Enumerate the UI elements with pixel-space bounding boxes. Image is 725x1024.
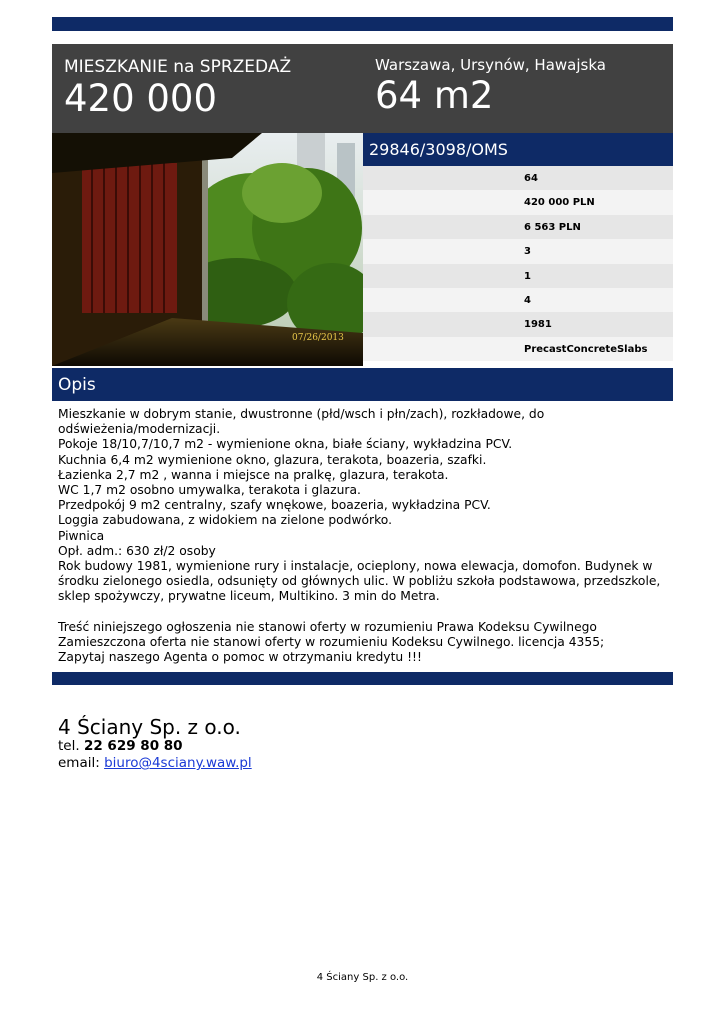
- detail-row: [363, 288, 673, 312]
- detail-row: [363, 264, 673, 288]
- header-left: [64, 56, 291, 119]
- top-accent-bar: [52, 17, 673, 31]
- detail-row: [363, 166, 673, 190]
- page-footer: 4 Ściany Sp. z o.o.: [316, 972, 409, 983]
- detail-value: 6 563 PLN: [524, 221, 581, 233]
- listing-price: 420 000: [64, 77, 218, 120]
- description-spacer: [58, 605, 668, 620]
- property-photo: [52, 133, 363, 366]
- description-line: Loggia zabudowana, z widokiem na zielone podwórko.: [58, 513, 392, 528]
- detail-value: 4: [524, 294, 531, 306]
- phone-number: 22 629 80 80: [83, 738, 183, 754]
- phone-label: tel.: [58, 738, 84, 754]
- detail-value: 420 000 PLN: [524, 197, 595, 209]
- header-right: [375, 55, 606, 116]
- detail-value: 3: [524, 246, 531, 258]
- bottom-accent-bar: [52, 672, 673, 685]
- description-header: [52, 368, 673, 401]
- listing-area: 64 m2: [375, 74, 494, 117]
- listing-id-bar: [363, 133, 673, 166]
- description-line: Pokoje 18/10,7/10,7 m2 - wymienione okna, białe ściany, wykładzina PCV.: [58, 437, 513, 452]
- contact-email-line: [58, 755, 252, 772]
- description-line: WC 1,7 m2 osobno umywalka, terakota i glazura.: [58, 483, 361, 498]
- description-line: Piwnica: [58, 528, 105, 543]
- description-line: Treść niniejszego ogłoszenia nie stanowi oferty w rozumieniu Prawa Kodeksu Cywilnego: [58, 619, 597, 634]
- detail-value: PrecastConcreteSlabs: [524, 343, 648, 355]
- detail-row: [363, 312, 673, 336]
- contact-phone-line: [58, 738, 183, 755]
- listing-location: Warszawa, Ursynów, Hawajska: [375, 56, 606, 74]
- description-line: Rok budowy 1981, wymienione rury i instalacje, ocieplony, nowa elewacja, domofon. Budynek w: [58, 559, 653, 574]
- email-link[interactable]: biuro@4sciany.waw.pl: [104, 755, 252, 771]
- detail-row: [363, 337, 673, 361]
- description-line: sklep spożywczy, prywatne liceum, Multikino. 3 min do Metra.: [58, 589, 440, 604]
- description-line: Opł. adm.: 630 zł/2 osoby: [58, 543, 216, 558]
- detail-value: 64: [524, 173, 538, 184]
- detail-value: 1981: [524, 319, 552, 331]
- detail-row: [363, 239, 673, 263]
- description-line: Mieszkanie w dobrym stanie, dwustronne (płd/wsch i płn/zach), rozkładowe, do: [58, 407, 545, 421]
- detail-row: [363, 215, 673, 239]
- description-line: środku zielonego osiedla, odsunięty od głównych ulic. W pobliżu szkoła podstawowa, przedszkole,: [58, 574, 661, 589]
- description-line: odświeżenia/modernizacji.: [58, 422, 221, 437]
- detail-row: [363, 190, 673, 214]
- loggia-photo-image: [52, 133, 363, 366]
- description-title: Opis: [58, 375, 96, 395]
- description-line: Przedpokój 9 m2 centralny, szafy wnękowe, boazeria, wykładzina PCV.: [58, 498, 491, 513]
- detail-value: 1: [524, 270, 531, 282]
- listing-type: MIESZKANIE na SPRZEDAŻ: [64, 57, 292, 77]
- description-line: Zapytaj naszego Agenta o pomoc w otrzymaniu kredytu !!!: [58, 650, 422, 665]
- description-line: Kuchnia 6,4 m2 wymienione okno, glazura, terakota, boazeria, szafki.: [58, 452, 487, 467]
- email-label: email:: [58, 755, 105, 771]
- company-name: 4 Ściany Sp. z o.o.: [58, 715, 241, 739]
- description-line: Zamieszczona oferta nie stanowi oferty w rozumieniu Kodeksu Cywilnego. licencja 4355;: [58, 635, 605, 650]
- listing-header: [52, 44, 673, 133]
- description-line: Łazienka 2,7 m2 , wanna i miejsce na pralkę, glazura, terakota.: [58, 467, 449, 482]
- photo-date-stamp: 07/26/2013: [292, 333, 344, 343]
- listing-details-table: [363, 166, 673, 361]
- description-body: [58, 407, 668, 665]
- listing-id: 29846/3098/OMS: [369, 140, 508, 159]
